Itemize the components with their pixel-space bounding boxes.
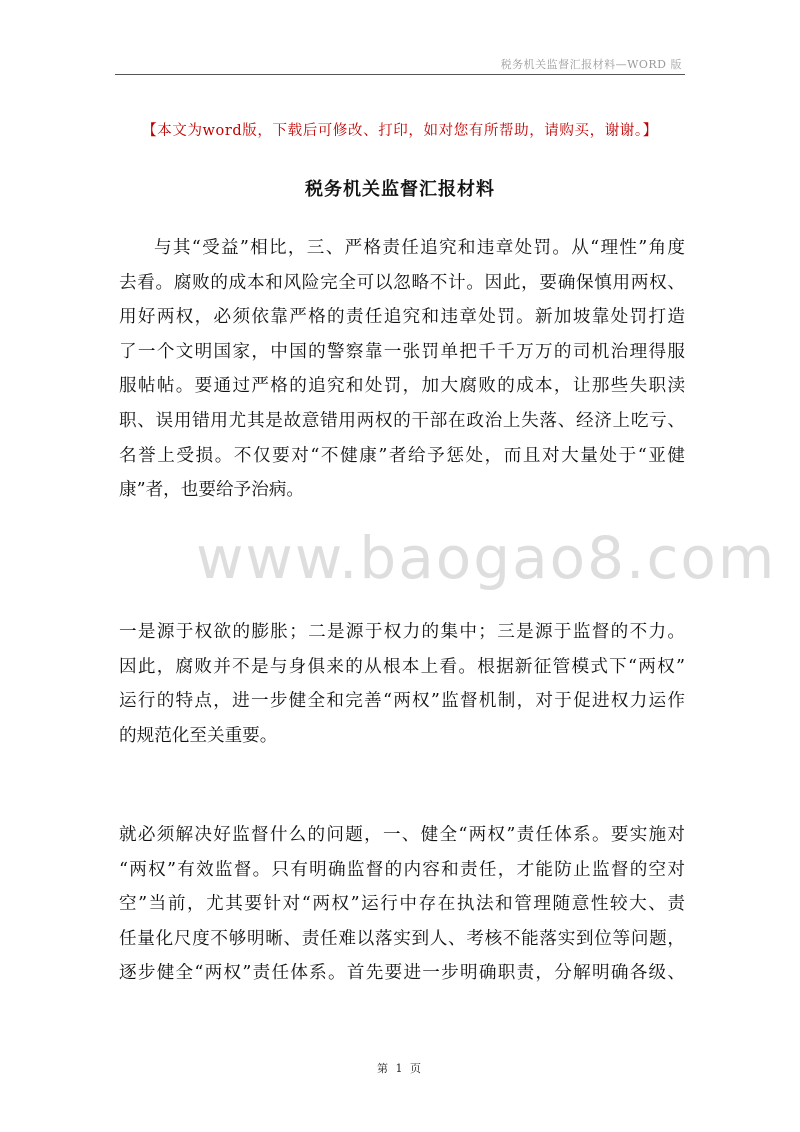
paragraph-2 bbox=[119, 615, 685, 753]
paragraph-3 bbox=[119, 818, 685, 991]
watermark: www.baogao8.com bbox=[196, 524, 777, 592]
paragraph-line: 职、误用错用尤其是故意错用两权的干部在政治上失落、经济上吃亏、 bbox=[119, 410, 685, 431]
page-number: 第 1 页 bbox=[377, 1062, 423, 1075]
header-divider bbox=[115, 74, 685, 75]
paragraph-line: 空”当前，尤其要针对“两权”运行中存在执法和管理随意性较大、责 bbox=[119, 894, 685, 915]
paragraph-line: 因此，腐败并不是与身俱来的从根本上看。根据新征管模式下“两权” bbox=[119, 656, 685, 677]
paragraph-line: 康”者，也要给予治病。 bbox=[119, 480, 304, 501]
paragraph-line: 逐步健全“两权”责任体系。首先要进一步明确职责，分解明确各级、 bbox=[119, 963, 685, 984]
paragraph-line: 一是源于权欲的膨胀；二是源于权力的集中；三是源于监督的不力。 bbox=[119, 622, 685, 642]
paragraph-line: 的规范化至关重要。 bbox=[119, 725, 278, 746]
paragraph-line: “两权”有效监督。只有明确监督的内容和责任，才能防止监督的空对 bbox=[119, 859, 685, 880]
paragraph-line: 去看。腐败的成本和风险完全可以忽略不计。因此，要确保慎用两权、 bbox=[119, 272, 685, 293]
paragraph-line: 名誉上受损。不仅要对“不健康”者给予惩处，而且对大量处于“亚健 bbox=[119, 445, 685, 466]
running-header: 税务机关监督汇报材料—WORD 版 bbox=[500, 58, 682, 71]
paragraph-1 bbox=[119, 231, 685, 508]
paragraph-line: 与其“受益”相比，三、严格责任追究和违章处罚。从“理性”角度 bbox=[154, 238, 685, 258]
paragraph-line: 就必须解决好监督什么的问题，一、健全“两权”责任体系。要实施对 bbox=[119, 825, 685, 845]
paragraph-line: 任量化尺度不够明晰、责任难以落实到人、考核不能落实到位等问题， bbox=[119, 928, 685, 949]
paragraph-line: 了一个文明国家，中国的警察靠一张罚单把千千万万的司机治理得服 bbox=[119, 341, 685, 362]
paragraph-line: 用好两权，必须依靠严格的责任追究和违章处罚。新加坡靠处罚打造 bbox=[119, 307, 685, 328]
purchase-notice: 【本文为word版，下载后可修改、打印，如对您有所帮助，请购买，谢谢。】 bbox=[142, 123, 658, 139]
paragraph-line: 服帖帖。要通过严格的追究和处罚，加大腐败的成本，让那些失职渎 bbox=[119, 376, 685, 397]
document-title: 税务机关监督汇报材料 bbox=[305, 179, 495, 200]
paragraph-line: 运行的特点，进一步健全和完善“两权”监督机制，对于促进权力运作 bbox=[119, 691, 685, 712]
